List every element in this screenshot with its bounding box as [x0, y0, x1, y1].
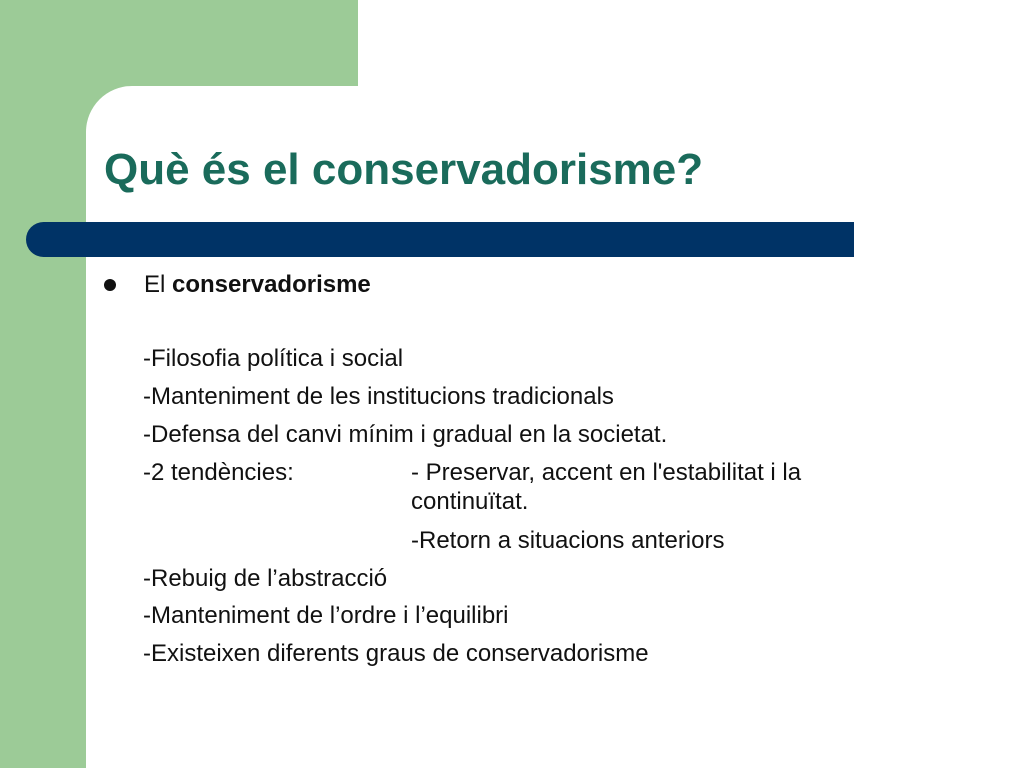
bullet-text [144, 270, 371, 300]
bullet-prefix: El [144, 271, 173, 298]
line-manteniment-ordre: -Manteniment de l’ordre i l’equilibri [143, 602, 509, 629]
line-tendencies: -2 tendències: [143, 459, 294, 486]
line-filosofia: -Filosofia política i social [143, 345, 404, 372]
line-manteniment-institucions: -Manteniment de les institucions tradicionals [143, 383, 614, 410]
bullet-emphasis: conservadorisme [172, 271, 371, 298]
bullet-dot-icon [104, 279, 116, 291]
line-rebuig-abstraccio: -Rebuig de l’abstracció [143, 565, 388, 592]
line-defensa-canvi: -Defensa del canvi mínim i gradual en la societat. [143, 421, 668, 448]
line-graus: -Existeixen diferents graus de conservadorisme [143, 640, 649, 667]
tendency-preservar-cont: continuïtat. [411, 488, 529, 515]
tendency-preservar: - Preservar, accent en l'estabilitat i la [411, 459, 802, 486]
slide-title: Què és el conservadorisme? [104, 145, 704, 194]
tendency-retorn: -Retorn a situacions anteriors [411, 527, 725, 554]
